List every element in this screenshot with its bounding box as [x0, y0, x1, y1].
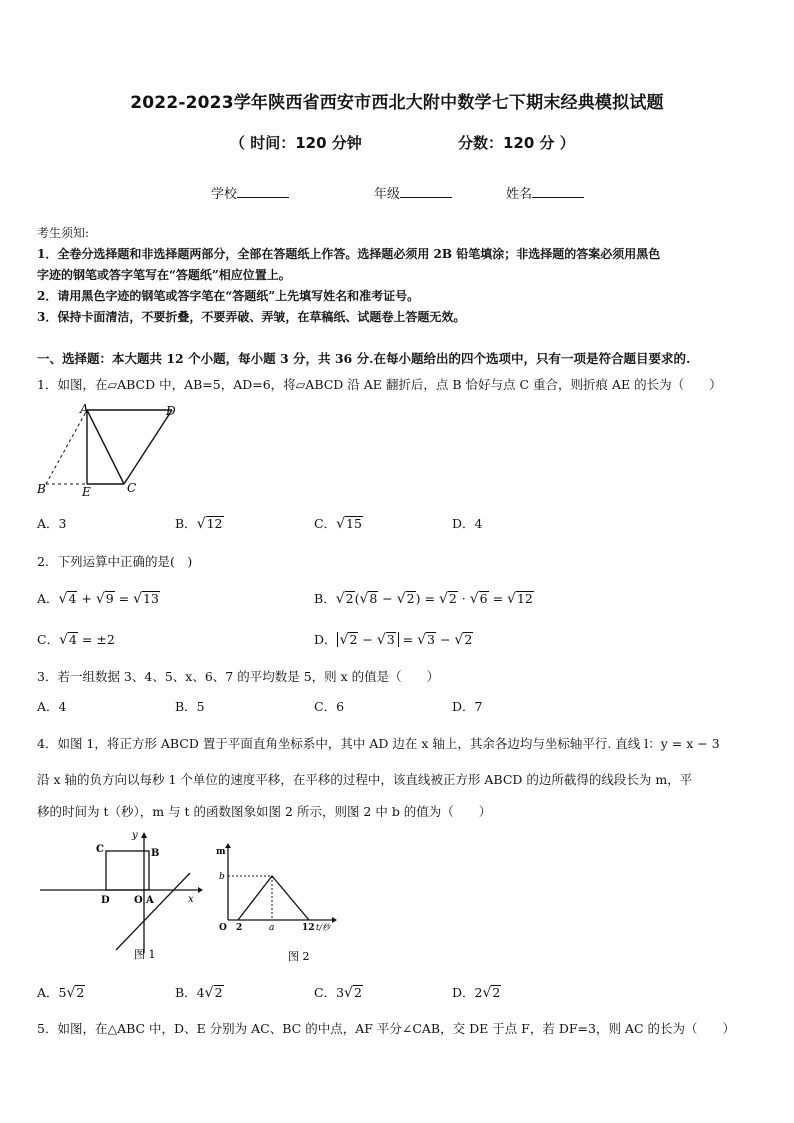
q1-option-a[interactable]: A．3: [37, 516, 67, 531]
q4-option-d[interactable]: D．2√2: [452, 985, 501, 1001]
school-blank: [237, 185, 289, 198]
q1-label-e: E: [82, 485, 91, 499]
section-heading: 一、选择题：本大题共 12 个小题，每小题 3 分，共 36 分.在每小题给出的四个选项中，只有一项是符合题目要求的.: [37, 351, 691, 366]
fig1-line-l: [116, 873, 190, 950]
q3-option-c[interactable]: C．6: [314, 699, 345, 714]
q4-stem-line1: 4．如图 1，将正方形 ABCD 置于平面直角坐标系中，其中 AD 边在 x 轴上，其余各边均与坐标轴平行. 直线 l：y = x − 3: [37, 736, 720, 751]
q4-figure-1: [38, 828, 203, 968]
exam-score: 分数：120 分 ）: [458, 134, 575, 152]
fig1-square: [106, 851, 149, 890]
q3-option-d[interactable]: D．7: [452, 699, 483, 714]
grade-field: [374, 183, 452, 202]
exam-time: （ 时间：120 分钟: [230, 134, 362, 152]
fig1-label-y: y: [132, 830, 138, 841]
notice-item-1-cont: 字迹的钢笔或答字笔写在“答题纸”相应位置上。: [37, 268, 291, 282]
fig1-label-x: x: [188, 894, 194, 905]
q1-stem: 1．如图，在▱ABCD 中，AB=5，AD=6，将▱ABCD 沿 AE 翻折后，点 B 恰好与点 C 重合，则折痕 AE 的长为（ ）: [37, 377, 722, 392]
notice-item-2: 2．请用黑色字迹的钢笔或答字笔在“答题纸”上先填写姓名和准考证号。: [37, 289, 420, 303]
q1-figure: [34, 400, 184, 500]
school-label: 学校: [211, 187, 238, 202]
q1-option-d[interactable]: D．4: [452, 516, 483, 531]
q1-label-d: D: [166, 404, 176, 418]
q3-option-b[interactable]: B．5: [175, 699, 205, 714]
notice-item-3: 3．保持卡面清洁，不要折叠，不要弄破、弄皱，在草稿纸、试题卷上答题无效。: [37, 310, 466, 324]
school-field: [211, 183, 289, 202]
fig1-label-o: O: [134, 895, 143, 906]
fig1-label-c: C: [96, 844, 104, 855]
fig1-caption: 图 1: [134, 948, 156, 961]
fig2-label-a: a: [269, 923, 275, 933]
fig2-label-m: m: [216, 847, 226, 857]
q2-option-a[interactable]: A．√4 + √9 = √13: [37, 591, 159, 607]
name-blank: [532, 185, 584, 198]
fig2-label-o: O: [219, 923, 227, 933]
q4-option-c[interactable]: C．3√2: [314, 985, 362, 1001]
fig2-graph: [238, 876, 309, 920]
q1-label-c: C: [127, 481, 137, 495]
q4-option-a[interactable]: A．5√2: [37, 985, 85, 1001]
fig2-label-2: 2: [236, 923, 243, 933]
fig2-caption: 图 2: [288, 950, 310, 963]
fig2-label-b: b: [219, 872, 225, 882]
q2-option-c[interactable]: C．√4 = ±2: [37, 632, 115, 648]
q3-option-a[interactable]: A．4: [37, 699, 67, 714]
q1-label-b: B: [37, 482, 46, 496]
fig1-label-d: D: [101, 895, 110, 906]
fig1-label-a: A: [146, 895, 154, 906]
q1-side-dc: [124, 410, 172, 484]
q5-stem: 5．如图，在△ABC 中，D、E 分别为 AC、BC 的中点，AF 平分∠CAB，交 DE 于点 F，若 DF=3，则 AC 的长为（ ）: [37, 1021, 735, 1036]
name-field: [506, 183, 584, 202]
grade-blank: [400, 185, 452, 198]
q2-option-b[interactable]: B．√2(√8 − √2) = √2 · √6 = √12: [314, 591, 533, 607]
fig1-label-b: B: [151, 848, 160, 859]
notice-item-1: 1．全卷分选择题和非选择题两部分，全部在答题纸上作答。选择题必须用 2B 铅笔填涂；非选择题的答案必须用黑色: [37, 247, 661, 261]
q4-stem-line2: 沿 x 轴的负方向以每秒 1 个单位的速度平移，在平移的过程中，该直线被正方形 ABCD 的边所截得的线段长为 m，平: [37, 772, 693, 787]
fig2-label-12: 12: [302, 923, 315, 933]
q4-stem-line3: 移的时间为 t（秒），m 与 t 的函数图象如图 2 所示，则图 2 中 b 的值为（ ）: [37, 804, 492, 819]
q2-option-d[interactable]: D． √2 − √3 = √3 − √2: [314, 632, 473, 648]
q4-option-b[interactable]: B．4√2: [175, 985, 223, 1001]
fig2-label-t: t/秒: [316, 923, 330, 932]
q1-option-b[interactable]: B．√12: [175, 516, 223, 532]
q1-label-a: A: [80, 402, 89, 416]
q4-figure-2: [214, 842, 344, 968]
page-title: 2022-2023学年陕西省西安市西北大附中数学七下期末经典模拟试题: [130, 93, 664, 113]
q1-side-ac: [87, 410, 124, 484]
notice-heading: 考生须知:: [37, 226, 90, 240]
q2-stem: 2．下列运算中正确的是( ): [37, 554, 193, 569]
q1-dashed-ba: [46, 410, 87, 484]
q1-option-c[interactable]: C．√15: [314, 516, 362, 532]
name-label: 姓名: [506, 187, 533, 202]
q3-stem: 3．若一组数据 3、4、5、x、6、7 的平均数是 5，则 x 的值是（ ）: [37, 669, 440, 684]
grade-label: 年级: [374, 187, 401, 202]
